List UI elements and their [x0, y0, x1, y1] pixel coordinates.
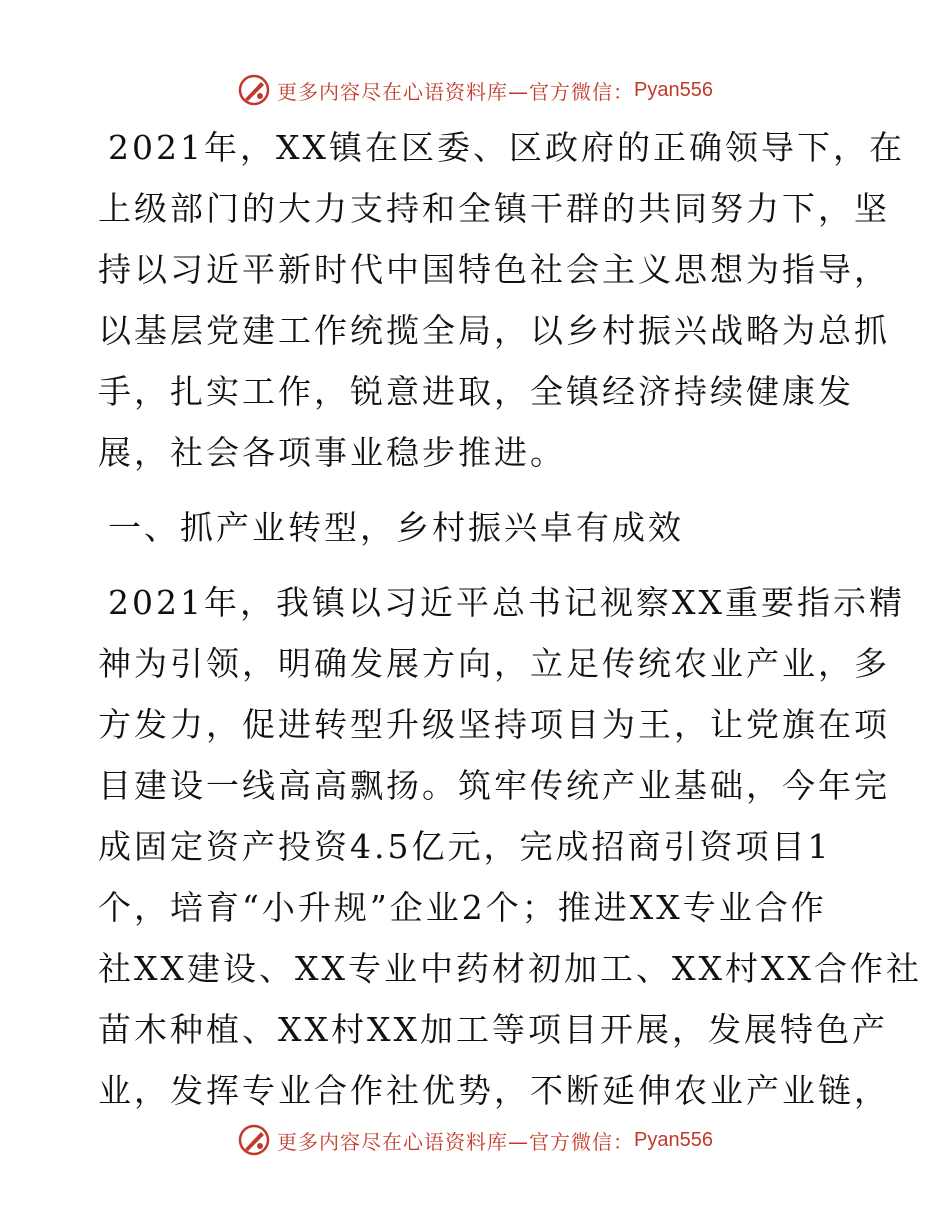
header-watermark — [0, 70, 950, 110]
text-line: 苗木种植、XX村XX加工等项目开展，发展特色产 — [98, 1010, 888, 1049]
text-line: 展，社会各项事业稳步推进。 — [98, 433, 566, 472]
text-line: 社XX建设、XX专业中药材初加工、XX村XX合作社 — [98, 949, 922, 988]
banner-wechat: Pyan556 — [634, 1128, 713, 1151]
text-line: 目建设一线高高飘扬。筑牢传统产业基础，今年完 — [98, 766, 890, 805]
text-line: 以基层党建工作统揽全局，以乡村振兴战略为总抓 — [98, 311, 890, 350]
footer-watermark — [0, 1120, 950, 1160]
banner-text: 更多内容尽在心语资料库—官方微信： — [277, 1129, 635, 1154]
document-body — [98, 124, 922, 1128]
banner-text: 更多内容尽在心语资料库—官方微信： — [277, 79, 635, 104]
banner-wechat: Pyan556 — [634, 78, 713, 101]
text-line: 2021年，我镇以习近平总书记视察XX重要指示精 — [108, 583, 905, 622]
text-line: 成固定资产投资4.5亿元，完成招商引资项目1 — [98, 827, 832, 866]
pen-logo-icon — [237, 73, 271, 107]
text-line: 持以习近平新时代中国特色社会主义思想为指导， — [98, 250, 890, 289]
section-heading: 一、抓产业转型，乡村振兴卓有成效 — [108, 508, 684, 547]
text-line: 上级部门的大力支持和全镇干群的共同努力下，坚 — [98, 189, 890, 228]
pen-logo-icon — [237, 1123, 271, 1157]
text-line: 2021年，XX镇在区委、区政府的正确领导下，在 — [108, 128, 905, 167]
text-line: 个，培育“小升规”企业2个；推进XX专业合作 — [98, 888, 827, 927]
text-line: 业，发挥专业合作社优势，不断延伸农业产业链， — [98, 1071, 890, 1110]
text-line: 神为引领，明确发展方向，立足传统农业产业，多 — [98, 644, 890, 683]
text-line: 手，扎实工作，锐意进取，全镇经济持续健康发 — [98, 372, 854, 411]
text-line: 方发力，促进转型升级坚持项目为王，让党旗在项 — [98, 705, 890, 744]
